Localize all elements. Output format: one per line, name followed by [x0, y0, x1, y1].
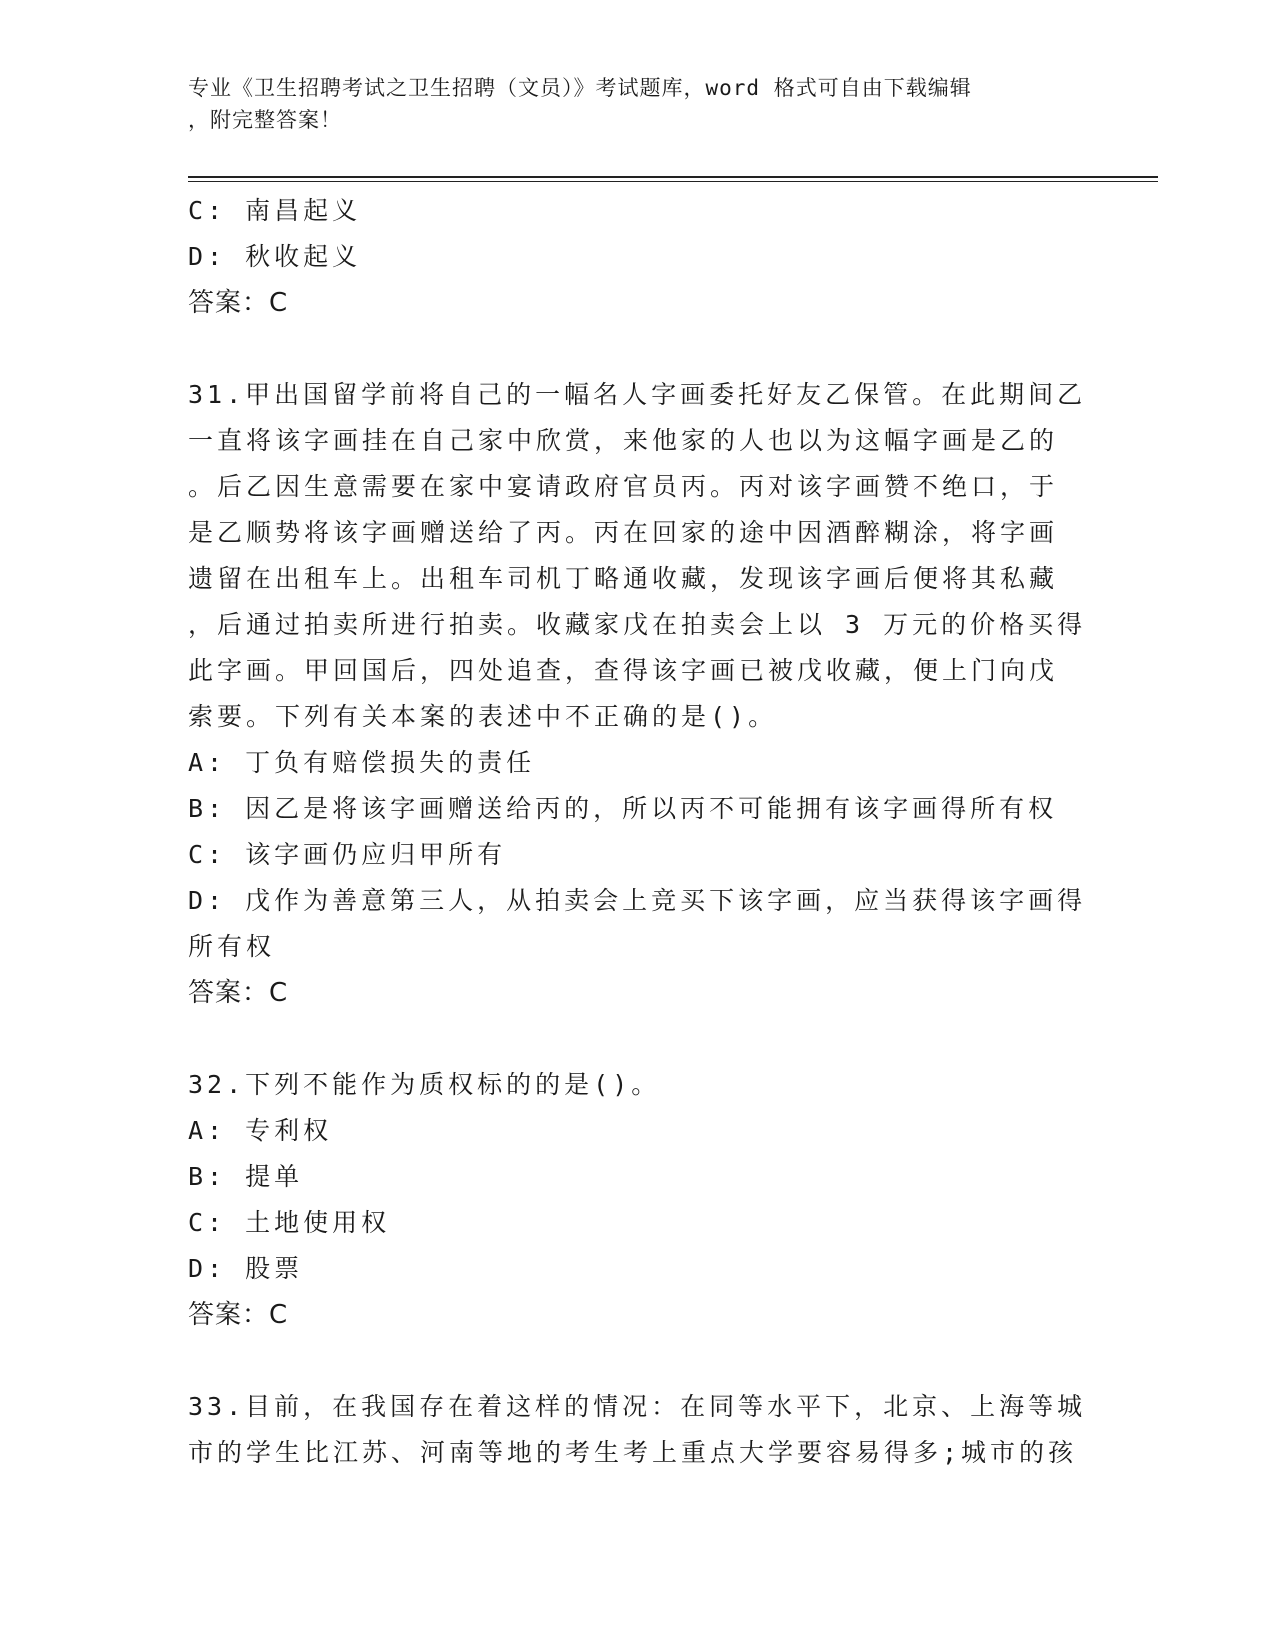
question-stem-line: 遗留在出租车上。出租车司机丁略通收藏，发现该字画后便将其私藏 — [188, 564, 1059, 593]
question-stem-line: 一直将该字画挂在自己家中欣赏，来他家的人也以为这幅字画是乙的 — [188, 426, 1059, 455]
answer-label: 答案：C — [188, 978, 289, 1008]
question-stem-line: 索要。下列有关本案的表述中不正确的是()。 — [188, 702, 778, 731]
question-stem-line: 是乙顺势将该字画赠送给了丙。丙在回家的途中因酒醉糊涂，将字画 — [188, 518, 1059, 547]
question-stem-line: ，后通过拍卖所进行拍卖。收藏家戊在拍卖会上以 3 万元的价格买得 — [188, 610, 1087, 639]
question-content — [188, 188, 1087, 1476]
answer-label: 答案：C — [188, 1300, 289, 1330]
header-line-2: ，附完整答案！ — [188, 108, 342, 132]
question-32 — [188, 1062, 1078, 1338]
option-c: C: 该字画仍应归甲所有 — [188, 840, 507, 869]
question-31 — [188, 372, 1087, 1016]
header-divider-thick — [188, 176, 1158, 178]
question-stem: 32.下列不能作为质权标的的是()。 — [188, 1070, 661, 1099]
question-stem-line: 市的学生比江苏、河南等地的考生考上重点大学要容易得多;城市的孩 — [188, 1438, 1078, 1467]
question-stem-line: 。后乙因生意需要在家中宴请政府官员丙。丙对该字画赞不绝口，于 — [188, 472, 1059, 501]
option-d: D: 股票 — [188, 1254, 304, 1283]
question-stem-line: 此字画。甲回国后，四处追查，查得该字画已被戊收藏，便上门向戊 — [188, 656, 1059, 685]
spacer — [188, 1016, 1078, 1062]
option-c: C: 土地使用权 — [188, 1208, 391, 1237]
question-stem-line: 33.目前，在我国存在着这样的情况：在同等水平下，北京、上海等城 — [188, 1392, 1087, 1421]
option-d: D: 戊作为善意第三人，从拍卖会上竞买下该字画，应当获得该字画得 — [188, 886, 1087, 915]
answer-label: 答案：C — [188, 288, 289, 318]
option-d-continued: 所有权 — [188, 932, 276, 961]
header-line-1: 专业《卫生招聘考试之卫生招聘（文员）》考试题库，word 格式可自由下载编辑 — [188, 76, 972, 100]
question-stem-line: 31.甲出国留学前将自己的一幅名人字画委托好友乙保管。在此期间乙 — [188, 380, 1087, 409]
option-c: C: 南昌起义 — [188, 196, 362, 225]
option-a: A: 丁负有赔偿损失的责任 — [188, 748, 536, 777]
header-divider-thin — [188, 181, 1158, 182]
page-header — [188, 72, 1068, 136]
question-30-tail — [188, 188, 1078, 326]
spacer — [188, 326, 1078, 372]
option-b: B: 提单 — [188, 1162, 304, 1191]
spacer — [188, 1338, 1078, 1384]
option-d: D: 秋收起义 — [188, 242, 362, 271]
question-33 — [188, 1384, 1087, 1476]
option-a: A: 专利权 — [188, 1116, 333, 1145]
option-b: B: 因乙是将该字画赠送给丙的，所以丙不可能拥有该字画得所有权 — [188, 794, 1058, 823]
